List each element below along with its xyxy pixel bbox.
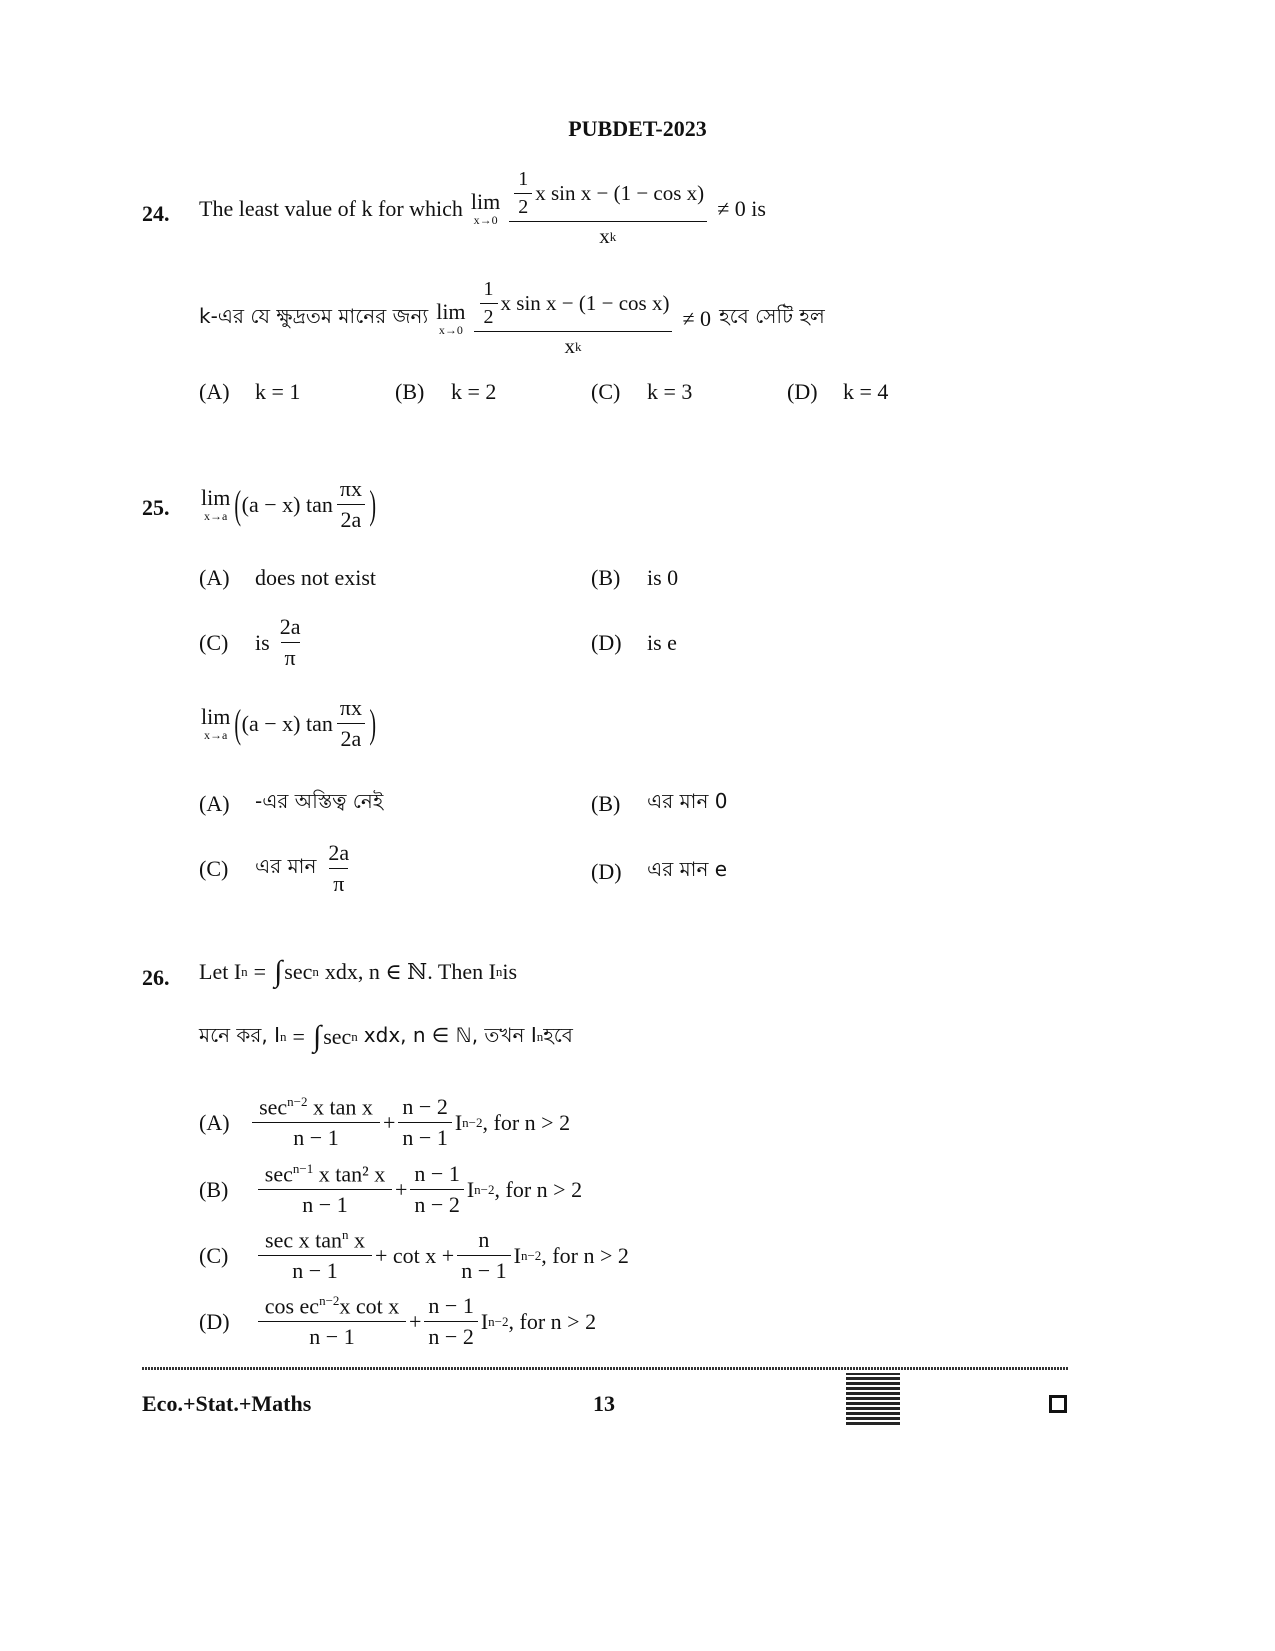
footer-subject: Eco.+Stat.+Maths [142,1391,312,1416]
integral-sign: ∫ [274,955,283,988]
page-title: PUBDET-2023 [568,116,707,141]
option-c: (C) এর মান $\frac{2a}{\pi}$ [199,840,350,896]
option-c: (C) is $\frac{2a}{\pi}$ [199,614,301,670]
option-a: (A) does not exist [199,565,376,590]
half-fraction: $\frac{1}{2}$ [480,278,498,329]
question-number: 26. [142,965,170,990]
option-c: (C) k = 3 [591,379,693,404]
qr-code-icon [846,1373,900,1425]
question-26-bengali: মনে কর, I n = ∫ sec n xdx, n ∈ ℕ, তখন I n হবে [199,1020,573,1053]
question-tail-bn: হবে সেটি হল [719,304,825,328]
question-text: The least value of k for which [199,195,463,221]
option-d: (D) k = 4 [787,379,889,404]
question-26-english: Let I n = ∫ sec n xdx, n ∈ ℕ. Then I n is [199,955,518,988]
square-marker-icon [1049,1395,1067,1413]
limit-operator: lim x→0 [470,189,501,227]
question-25-expression-bn: lim x→a ( (a − x) tan $\frac{\pi x}{2a}$ ) [201,695,376,751]
question-25-expression: lim x→a ( (a − x) tan $\frac{\pi x}{2a}$ ) [201,476,376,532]
question-number: 24. [142,201,170,226]
question-text-bn: k-এর যে ক্ষুদ্রতম মানের জন্য [199,304,429,328]
option-b: (B) is 0 [591,565,679,590]
limit-operator: lim x→a [201,485,231,523]
limit-fraction: $\frac{1}{2}$ x sin x − (1 − cos x) x k [507,168,708,249]
option-b: (B) $\frac{\sec^{n-1} x \tan^2 x}{n - 1}$ + $\frac{n - 1}{n - 2}$ I n−2 , for n > 2 [199,1161,583,1218]
half-fraction: $\frac{1}{2}$ [514,168,532,219]
question-number: 25. [142,495,170,520]
question-24-bengali: k-এর যে ক্ষুদ্রতম মানের জন্য lim x→0 $\frac{1}{2}$ x sin x − (1 − cos x) x k ≠ 0 হবে সেটি হল [199,278,825,358]
question-tail: ≠ 0 is [717,195,766,221]
option-b: (B) k = 2 [395,379,497,404]
footer-divider [142,1367,1068,1370]
option-a: (A) -এর অস্তিত্ব নেই [199,789,384,816]
page-number: 13 [593,1391,615,1416]
option-b: (B) এর মান 0 [591,789,728,816]
option-a: (A) $\frac{\sec^{n-2} x \tan x}{n - 1}$ + $\frac{n - 2}{n - 1}$ I n−2 , for n > 2 [199,1094,571,1151]
option-c: (C) $\frac{\sec x \tan^n x}{n - 1}$ + cot x + $\frac{n}{n - 1}$ I n−2 , for n > 2 [199,1227,629,1284]
option-d: (D) এর মান e [591,857,728,884]
question-24-english [199,168,766,249]
limit-operator: lim x→a [201,704,231,742]
integral-sign: ∫ [312,1020,322,1053]
option-d: (D) is e [591,630,677,655]
limit-fraction: $\frac{1}{2}$ x sin x − (1 − cos x) x k [473,278,674,359]
option-d: (D) $\frac{\cos ec^{n-2}x \cot x}{n - 1}$ + $\frac{n - 1}{n - 2}$ I n−2 , for n > 2 [199,1293,597,1350]
limit-operator: lim x→0 [436,299,466,337]
option-a: (A) k = 1 [199,379,301,404]
